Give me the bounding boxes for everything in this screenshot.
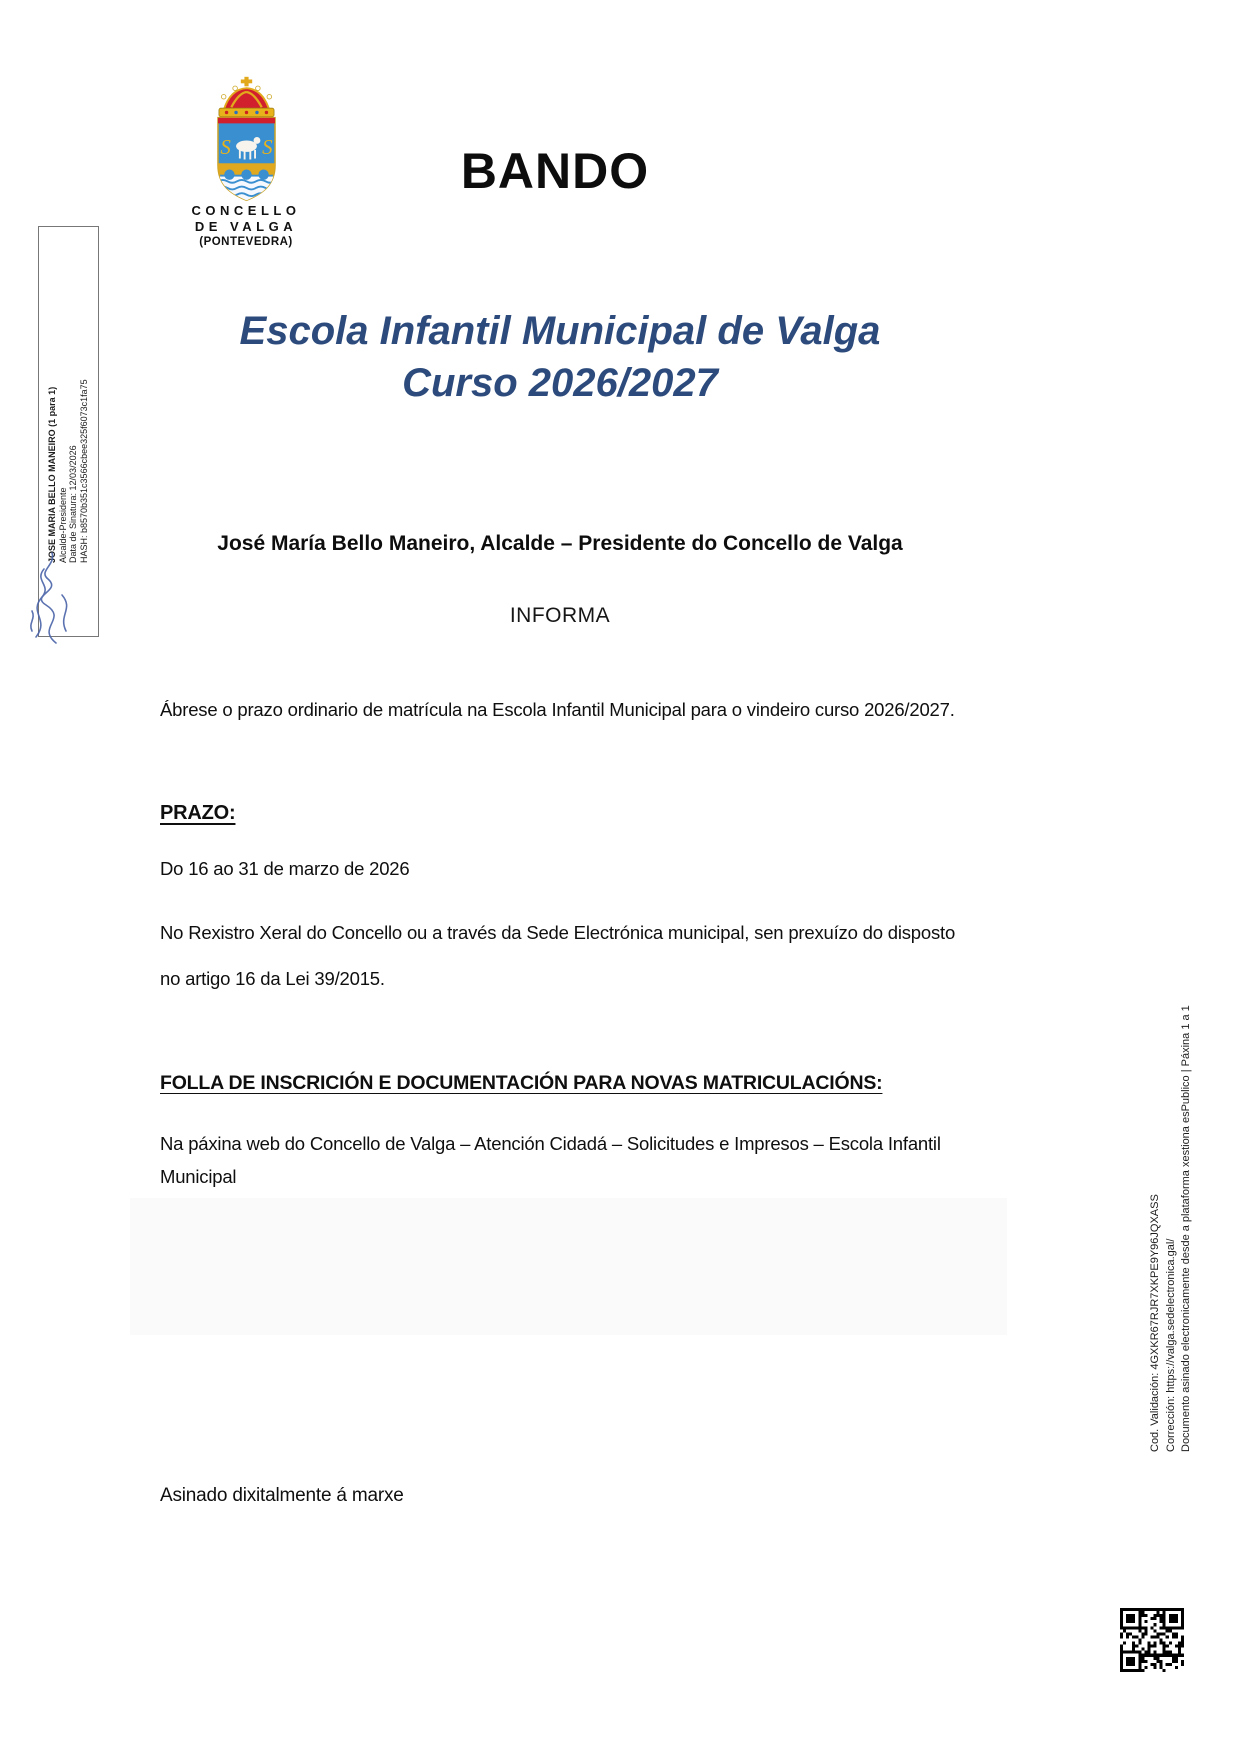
prazo-heading: PRAZO:	[160, 802, 236, 824]
main-heading-line1: Escola Infantil Municipal de Valga	[239, 309, 881, 353]
signature-role: Alcalde-Presidente	[57, 487, 68, 563]
validation-url: Corrección: https://valga.sedelectronica.gal/	[1164, 1238, 1177, 1452]
org-name-line3: (PONTEVEDRA)	[199, 236, 293, 248]
main-heading	[70, 305, 1050, 409]
coat-of-arms-icon	[199, 75, 294, 205]
signature-signer: JOSE MARIA BELLO MANEIRO (1 para 1)	[47, 386, 57, 563]
paragraph-intro: Ábrese o prazo ordinario de matrícula na Escola Infantil Municipal para o vindeiro curso 2026/2027.	[160, 699, 955, 720]
signature-date: Data de Sinatura: 12/03/2026	[68, 445, 78, 563]
crown	[219, 77, 274, 117]
shield	[218, 118, 275, 205]
ornament-s-right: S	[262, 134, 273, 159]
org-name-block	[160, 203, 332, 249]
presenter-line: José María Bello Maneiro, Alcalde – Presidente do Concello de Valga	[217, 532, 903, 555]
org-name-line2: DE VALGA	[194, 219, 298, 234]
qr-code-icon	[1120, 1608, 1184, 1672]
folla-detail: Na páxina web do Concello de Valga – Atención Cidadá – Solicitudes e Impresos – Escola Infantil Municipal	[160, 1133, 941, 1187]
blank-redacted-area	[130, 1198, 1007, 1335]
signature-hash: HASH: b8570b351c3566cbee325f6073c1fa75	[78, 379, 89, 563]
document-title: BANDO	[460, 143, 650, 199]
prazo-dates: Do 16 ao 31 de marzo de 2026	[160, 858, 410, 879]
prazo-detail: No Rexistro Xeral do Concello ou a través da Sede Electrónica municipal, sen prexuízo do disposto no artigo 16 da Lei 39/2015.	[160, 922, 956, 989]
org-name-line1: CONCELLO	[191, 203, 301, 218]
validation-code: Cod. Validación: 4GXKR67RJR7XKPE9Y96JQXASS	[1149, 1194, 1161, 1452]
ornament-s-left: S	[220, 134, 231, 159]
folla-heading: FOLLA DE INSCRICIÓN E DOCUMENTACIÓN PARA NOVAS MATRICULACIÓNS:	[160, 1072, 883, 1094]
handwritten-signature	[22, 535, 92, 650]
validation-note: Documento asinado electronicamente desde a plataforma xestiona esPublico | Páxina 1 a 1	[1180, 1005, 1192, 1452]
informa-label: INFORMA	[509, 604, 611, 627]
validation-sidebar	[1148, 1005, 1195, 1452]
signed-note: Asinado dixitalmente á marxe	[160, 1485, 404, 1506]
main-heading-line2: Curso 2026/2027	[402, 361, 718, 405]
